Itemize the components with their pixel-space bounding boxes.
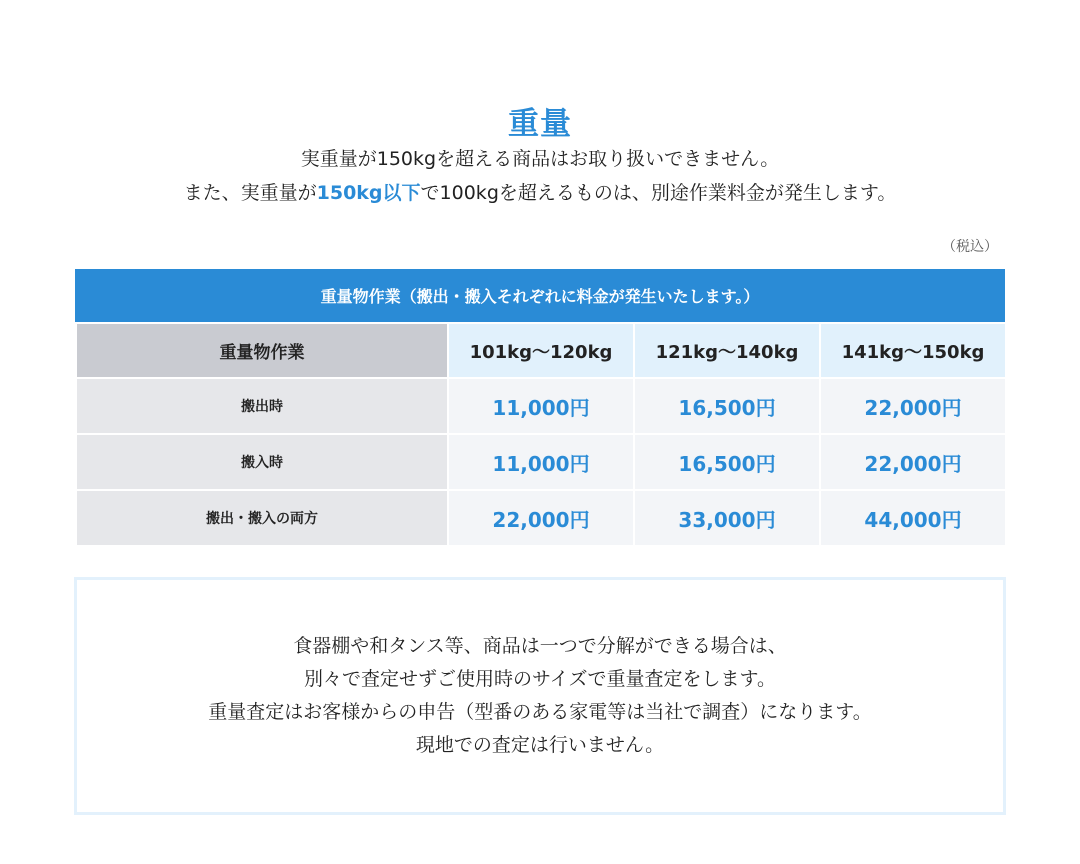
price-cell: 22,000円 xyxy=(448,490,634,546)
price-cell: 44,000円 xyxy=(820,490,1006,546)
column-header-101-120kg: 101kg〜120kg xyxy=(448,323,634,378)
price-cell: 11,000円 xyxy=(448,378,634,434)
heavy-item-price-table xyxy=(75,269,1005,547)
row-label-carry-in: 搬入時 xyxy=(76,434,448,490)
column-header-121-140kg: 121kg〜140kg xyxy=(634,323,820,378)
intro-line-2-prefix: また、実重量が xyxy=(183,182,317,204)
price-cell: 33,000円 xyxy=(634,490,820,546)
column-header-work-type: 重量物作業 xyxy=(76,323,448,378)
table-row xyxy=(76,434,1006,490)
intro-line-1: 実重量が150kgを超える商品はお取り扱いできません。 xyxy=(300,148,780,170)
price-grid xyxy=(75,322,1007,547)
weight-limit-highlight: 150kg以下 xyxy=(316,182,421,204)
weight-assessment-note-box xyxy=(74,577,1006,815)
intro-line-2-suffix: で100kgを超えるものは、別途作業料金が発生します。 xyxy=(420,182,897,204)
note-line: 食器棚や和タンス等、商品は一つで分解ができる場合は、 xyxy=(293,635,787,657)
tax-included-note: （税込） xyxy=(942,239,998,255)
note-line: 重量査定はお客様からの申告（型番のある家電等は当社で調査）になります。 xyxy=(208,701,872,723)
intro-line-2 xyxy=(0,176,1080,210)
price-cell: 11,000円 xyxy=(448,434,634,490)
price-cell: 22,000円 xyxy=(820,378,1006,434)
column-header-141-150kg: 141kg〜150kg xyxy=(820,323,1006,378)
price-cell: 16,500円 xyxy=(634,434,820,490)
price-cell: 16,500円 xyxy=(634,378,820,434)
table-caption: 重量物作業（搬出・搬入それぞれに料金が発生いたします。） xyxy=(75,269,1005,322)
table-row xyxy=(76,490,1006,546)
price-cell: 22,000円 xyxy=(820,434,1006,490)
table-row xyxy=(76,378,1006,434)
note-line: 別々で査定せずご使用時のサイズで重量査定をします。 xyxy=(304,668,776,690)
table-header-row xyxy=(76,323,1006,378)
section-title: 重量 xyxy=(508,105,572,142)
row-label-carry-out: 搬出時 xyxy=(76,378,448,434)
note-text xyxy=(77,630,1003,762)
note-line: 現地での査定は行いません。 xyxy=(415,734,665,756)
row-label-both: 搬出・搬入の両方 xyxy=(76,490,448,546)
intro-text xyxy=(0,142,1080,210)
